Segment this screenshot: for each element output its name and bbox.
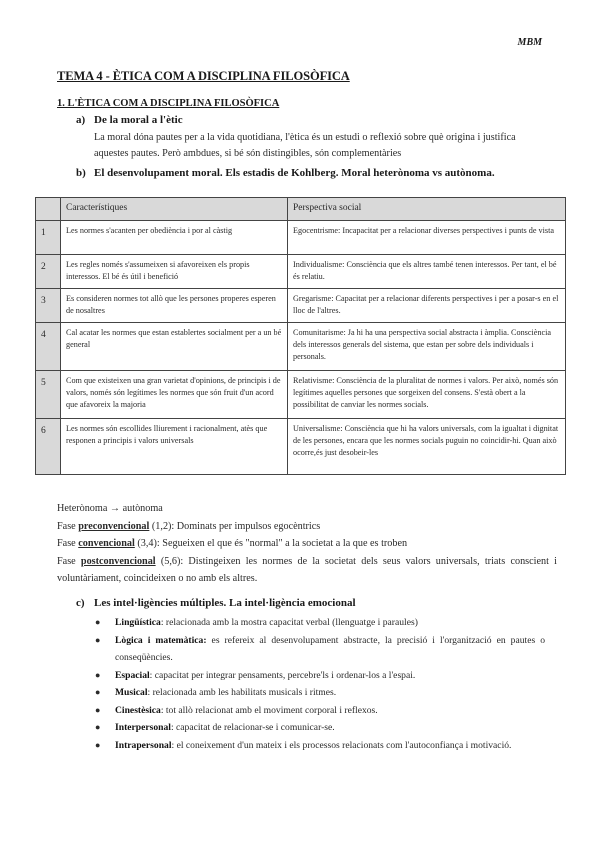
intelligence-description: : capacitat de relacionar-se i comunicar-se. xyxy=(170,722,335,733)
stage-characteristics: Cal acatar les normes que estan establertes socialment per a un bé general xyxy=(61,323,288,371)
list-item xyxy=(95,614,545,632)
intelligence-term: Lògica i matemàtica: xyxy=(115,634,207,646)
stage-characteristics: Com que existeixen una gran varietat d'opinions, de principis i de valors, només són legítimes les normes que són fruit d'un acord que afavoreix la majoria xyxy=(61,371,288,419)
stage-characteristics: Les normes s'acanten per obediència i por al càstig xyxy=(61,221,288,255)
subsection-b-title: El desenvolupament moral. Els estadis de Kohlberg. Moral heterònoma vs autònoma. xyxy=(94,167,495,179)
stage-perspective: Gregarisme: Capacitat per a relacionar diferents perspectives i per a posar-s en el lloc de l'altres. xyxy=(288,289,566,323)
bullet-icon: ● xyxy=(95,722,101,732)
bullet-icon: ● xyxy=(95,687,101,697)
intelligence-term: Musical xyxy=(115,687,148,698)
bullet-icon: ● xyxy=(95,739,101,750)
heteronomous-autonomous: Heterònoma → autònoma xyxy=(57,503,163,514)
intelligence-description: : tot allò relacionat amb el moviment corporal i reflexos. xyxy=(160,704,378,716)
phase-term: postconvencional xyxy=(80,555,156,567)
intelligence-term: Intrapersonal xyxy=(115,739,172,751)
stage-number: 6 xyxy=(36,419,61,475)
phase-line xyxy=(57,553,557,588)
phase-line xyxy=(57,535,557,553)
intelligence-term: Lingüística xyxy=(115,617,161,628)
table-header-social-perspective: Perspectiva social xyxy=(288,198,566,221)
subsection-a-title: De la moral a l'ètic xyxy=(94,114,183,126)
phase-description: (3,4): Segueixen el que és "normal" a la societat a la que es troben xyxy=(134,538,408,549)
table-row xyxy=(36,289,566,323)
list-item xyxy=(95,667,545,685)
list-item xyxy=(95,684,545,702)
stage-number: 1 xyxy=(36,221,61,255)
phase-prefix: Fase xyxy=(57,538,79,549)
stage-number: 4 xyxy=(36,323,61,371)
subsection-a-letter: a) xyxy=(76,114,86,126)
stage-perspective: Comunitarisme: Ja hi ha una perspectiva social abstracta i àmplia. Consciència dels interessos generals del sistema, que estan per sobre dels individuals i personals. xyxy=(288,323,566,371)
page-title: TEMA 4 - ÈTICA COM A DISCIPLINA FILOSÒFICA xyxy=(57,69,350,83)
subsection-c-heading xyxy=(76,597,356,609)
intelligences-list xyxy=(95,614,545,754)
subsection-b-letter: b) xyxy=(76,167,86,179)
intelligence-description: es refereix al desenvolupament abstracte, la precisió i l'organització en pautes o conseqüències. xyxy=(115,634,545,663)
bullet-icon: ● xyxy=(95,617,101,627)
table-row xyxy=(36,371,566,419)
stage-perspective: Relativisme: Consciència de la pluralitat de normes i valors. Per això, només són legítimes aquelles persones que sorgeixen del consens. S'està obert a la possibilitat de canviar les normes socials. xyxy=(288,371,566,419)
table-row xyxy=(36,255,566,289)
intelligence-term: Espacial xyxy=(115,669,150,681)
subsection-a-body xyxy=(94,130,574,162)
intelligence-description: : relacionada amb les habilitats musicals i ritmes. xyxy=(147,687,337,698)
intelligence-term: Cinestèsica xyxy=(115,704,161,716)
stage-characteristics: Les regles només s'assumeixen si afavoreixen els propis interessos. El bé és útil i benefició xyxy=(61,255,288,289)
stage-perspective: Egocentrisme: Incapacitat per a relacionar diverses perspectives i punts de vista xyxy=(288,221,566,255)
phase-prefix: Fase xyxy=(57,555,81,567)
phase-description: (5,6): Distingeixen les normes de la societat dels seus valors universals, triats conscient i voluntàriament, coincideixen o no amb els altres. xyxy=(57,555,557,584)
subsection-a-line1: La moral dóna pautes per a la vida quotidiana, l'ètica és un estudi o reflexió sobre què origina i justifica xyxy=(94,132,516,143)
intelligence-description: : capacitat per integrar pensaments, percebre'ls i ordenar-los a l'espai. xyxy=(149,669,416,681)
table-header-characteristics: Característiques xyxy=(61,198,288,221)
phase-line xyxy=(57,518,557,536)
phases-block xyxy=(57,500,557,588)
table-row xyxy=(36,221,566,255)
section-heading: 1. L'ÈTICA COM A DISCIPLINA FILOSÒFICA xyxy=(57,98,280,109)
table-row xyxy=(36,323,566,371)
table-header-corner xyxy=(36,198,61,221)
intelligence-term: Interpersonal xyxy=(115,722,171,733)
phase-term: preconvencional xyxy=(78,520,150,532)
phase-prefix: Fase xyxy=(57,520,79,532)
phase-description: (1,2): Dominats per impulsos egocèntrics xyxy=(149,520,321,532)
stage-number: 2 xyxy=(36,255,61,289)
stage-perspective: Individualisme: Consciència que els altres també tenen interessos. Per tant, el bé és relatiu. xyxy=(288,255,566,289)
subsection-c-title: Les intel·ligències múltiples. La intel·ligència emocional xyxy=(94,597,356,609)
table-header-row xyxy=(36,198,566,221)
bullet-icon: ● xyxy=(95,669,101,680)
author-initials: MBM xyxy=(517,37,542,48)
list-item xyxy=(95,719,545,737)
subsection-a-line2: aquestes pautes. Però ambdues, si bé són distingibles, són complementàries xyxy=(94,148,402,159)
intelligence-description: : el coneixement d'un mateix i els processos relacionats com l'autoconfiança i motivació. xyxy=(171,739,512,751)
subsection-c-letter: c) xyxy=(76,597,85,609)
intelligence-description: : relacionada amb la mostra capacitat verbal (llenguatge i paraules) xyxy=(160,617,418,628)
bullet-icon: ● xyxy=(95,634,101,645)
stage-perspective: Universalisme: Consciència que hi ha valors universals, com la igualtat i dignitat de les persones, encara que les normes socials puguin no coincidir-hi. Quan això ocorre,és just desobeir-les xyxy=(288,419,566,475)
list-item xyxy=(95,702,545,720)
stage-characteristics: Les normes són escollides lliurement i racionalment, atès que responen a principis i valors universals xyxy=(61,419,288,475)
list-item xyxy=(95,737,545,755)
subsection-a-heading xyxy=(76,114,183,126)
kohlberg-table xyxy=(35,197,566,475)
table-row xyxy=(36,419,566,475)
subsection-b-heading xyxy=(76,167,495,179)
list-item xyxy=(95,632,545,667)
phase-term: convencional xyxy=(78,538,135,549)
stage-characteristics: Es consideren normes tot allò que les persones properes esperen de nosaltres xyxy=(61,289,288,323)
bullet-icon: ● xyxy=(95,704,101,715)
stage-number: 3 xyxy=(36,289,61,323)
stage-number: 5 xyxy=(36,371,61,419)
